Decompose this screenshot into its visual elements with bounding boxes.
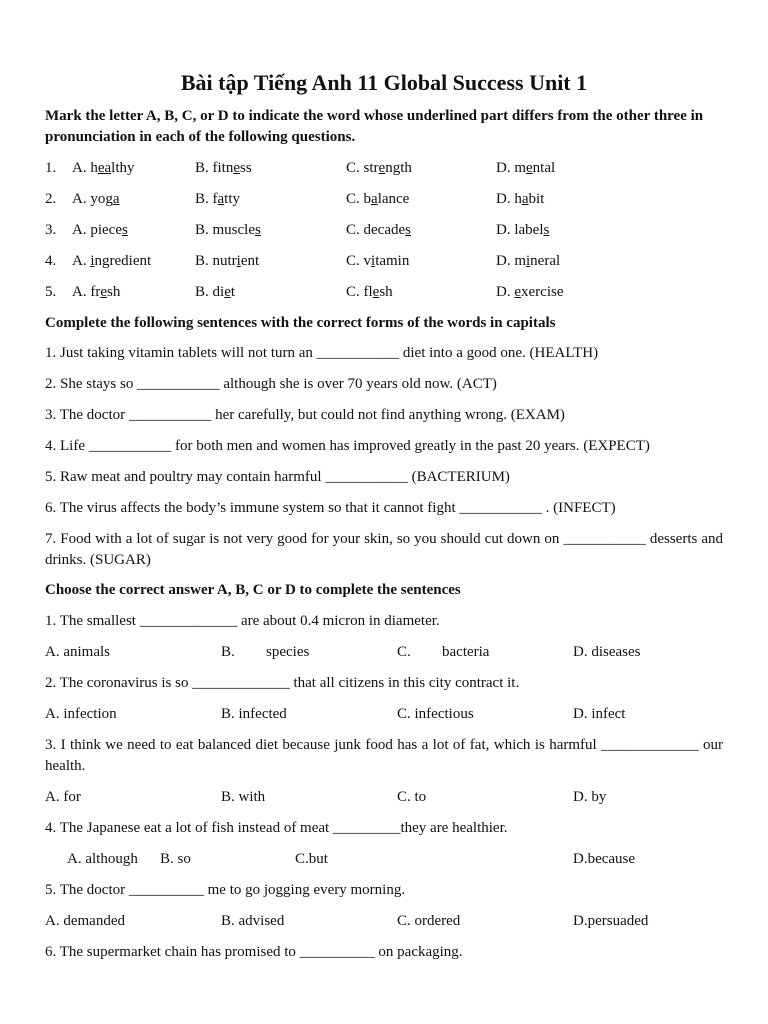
word-form-item-7: 7. Food with a lot of sugar is not very good for your skin, so you should cut down on ___________ desserts and drinks. (SUGAR) [45,531,723,568]
underlined-part: a [112,191,120,207]
underlined-part: ea [97,160,112,176]
option-suffix: tamin [375,253,410,269]
mc-options-1 [0,642,768,663]
word-form-item-5: 5. Raw meat and poultry may contain harmful ___________ (BACTERIUM) [45,469,510,485]
option-prefix: B. fitn [195,160,234,176]
option-suffix: lance [377,191,410,207]
section3-instruction: Choose the correct answer A, B, C or D to complete the sentences [45,582,461,598]
option-prefix: A. h [72,160,98,176]
option-prefix: C. str [346,160,379,176]
section1-instruction: Mark the letter A, B, C, or D to indicate the word whose underlined part differs from the other three in pronunciation in each of the following questions. [45,108,704,145]
underlined-part: e [526,160,533,176]
option-a: A. infection [45,706,117,722]
underlined-part: a [217,191,225,207]
option-prefix: C. b [346,191,372,207]
page-title: Bài tập Tiếng Anh 11 Global Success Unit 1 [180,70,588,95]
word-form-item-2: 2. She stays so ___________ although she is over 70 years old now. (ACT) [45,376,497,392]
option-prefix: A. fr [72,284,101,300]
option-prefix: D. [496,284,515,300]
option-a [72,189,120,210]
underlined-part: s [405,222,411,238]
option-d [496,282,564,303]
pronunciation-question-1 [0,158,768,179]
option-b [195,282,235,303]
option-prefix: B. di [195,284,225,300]
mc-question-5: 5. The doctor __________ me to go jogging every morning. [45,882,406,898]
underlined-part: a [371,191,378,207]
mc-question-6: 6. The supermarket chain has promised to __________ on packaging. [45,944,463,960]
option-a: A. although [67,851,138,867]
option-c [346,158,412,179]
word-form-item-4: 4. Life ___________ for both men and women has improved greatly in the past 20 years. (EXPECT) [45,438,650,454]
option-c [346,220,411,241]
option-suffix: lthy [111,160,135,176]
option-d: D.persuaded [573,913,649,929]
option-d: D.because [573,851,636,867]
option-prefix: B. muscle [195,222,255,238]
underlined-part: i [90,253,95,269]
mc-question-3: 3. I think we need to eat balanced diet because junk food has a lot of fat, which is harmful _____________ our health. [45,737,723,774]
underlined-part: i [526,253,531,269]
underlined-part: a [521,191,529,207]
underlined-part: i [371,253,376,269]
option-b [195,158,252,179]
mc-options-2 [0,704,768,725]
option-prefix: A. [72,253,91,269]
underlined-part: s [543,222,550,238]
option-suffix: ntal [532,160,556,176]
option-b: B. advised [221,913,285,929]
question-number: 2. [45,191,57,207]
section2-instruction: Complete the following sentences with the correct forms of the words in capitals [45,315,556,331]
pronunciation-question-3 [0,220,768,241]
option-d: D. by [573,789,607,805]
option-suffix: tty [224,191,241,207]
option-suffix: xercise [521,284,564,300]
option-b [195,189,240,210]
pronunciation-question-5 [0,282,768,303]
underlined-part: e [378,160,386,176]
option-b-letter: B. [221,644,235,660]
option-prefix: D. m [496,253,526,269]
option-b: B. with [221,789,266,805]
option-suffix: neral [530,253,561,269]
question-number: 4. [45,253,57,269]
option-a: A. demanded [45,913,125,929]
option-a [72,251,151,272]
option-b-text: species [266,644,310,660]
option-c [346,282,393,303]
underlined-part: e [514,284,522,300]
option-suffix: bit [528,191,545,207]
option-d [496,189,544,210]
option-a: A. animals [45,644,110,660]
option-prefix: D. h [496,191,522,207]
option-d: D. diseases [573,644,641,660]
option-a [72,282,120,303]
option-prefix: D. label [496,222,544,238]
option-suffix: t [230,284,236,300]
mc-options-3 [0,787,768,808]
option-c-text: bacteria [442,644,490,660]
underlined-part: e [372,284,380,300]
word-form-item-3: 3. The doctor ___________ her carefully, but could not find anything wrong. (EXAM) [45,407,565,423]
option-d [496,158,555,179]
option-prefix: B. f [195,191,218,207]
pronunciation-question-2 [0,189,768,210]
option-suffix: sh [107,284,121,300]
option-prefix: A. piece [72,222,122,238]
underlined-part: e [224,284,231,300]
underlined-part: e [100,284,107,300]
option-b [195,220,261,241]
option-a: A. for [45,789,81,805]
underlined-part: s [121,222,128,238]
mc-question-1: 1. The smallest _____________ are about 0.4 micron in diameter. [45,613,440,629]
option-a [72,220,128,241]
question-number: 3. [45,222,57,238]
option-prefix: A. yog [72,191,113,207]
underlined-part: s [255,222,261,238]
underlined-part: i [236,253,241,269]
option-prefix: C. v [346,253,372,269]
option-prefix: C. fl [346,284,373,300]
option-c [346,189,409,210]
option-d [496,251,560,272]
option-c [346,251,409,272]
option-c: C.but [295,851,328,867]
option-d [496,220,549,241]
mc-options-5 [0,911,768,932]
mc-question-2: 2. The coronavirus is so _____________ that all citizens in this city contract it. [45,675,520,691]
option-prefix: D. m [496,160,526,176]
option-suffix: ent [240,253,260,269]
option-suffix: ngredient [94,253,152,269]
option-suffix: sh [379,284,393,300]
pronunciation-question-4 [0,251,768,272]
mc-question-4: 4. The Japanese eat a lot of fish instead of meat _________they are healthier. [45,820,508,836]
option-prefix: C. decade [346,222,406,238]
option-b: B. so [160,851,191,867]
word-form-item-6: 6. The virus affects the body’s immune system so that it cannot fight ___________ . (INFECT) [45,500,616,516]
word-form-item-1: 1. Just taking vitamin tablets will not turn an ___________ diet into a good one. (HEALTH) [45,345,599,361]
option-d: D. infect [573,706,626,722]
option-prefix: B. nutr [195,253,237,269]
question-number: 1. [45,160,57,176]
option-b: B. infected [221,706,287,722]
option-c: C. ordered [397,913,461,929]
question-number: 5. [45,284,57,300]
underlined-part: e [233,160,241,176]
option-c: C. to [397,789,427,805]
option-suffix: ss [240,160,252,176]
option-suffix: ngth [385,160,412,176]
option-c-letter: C. [397,644,411,660]
option-c: C. infectious [397,706,474,722]
option-b [195,251,259,272]
option-a [72,158,135,179]
mc-options-4 [0,849,768,870]
